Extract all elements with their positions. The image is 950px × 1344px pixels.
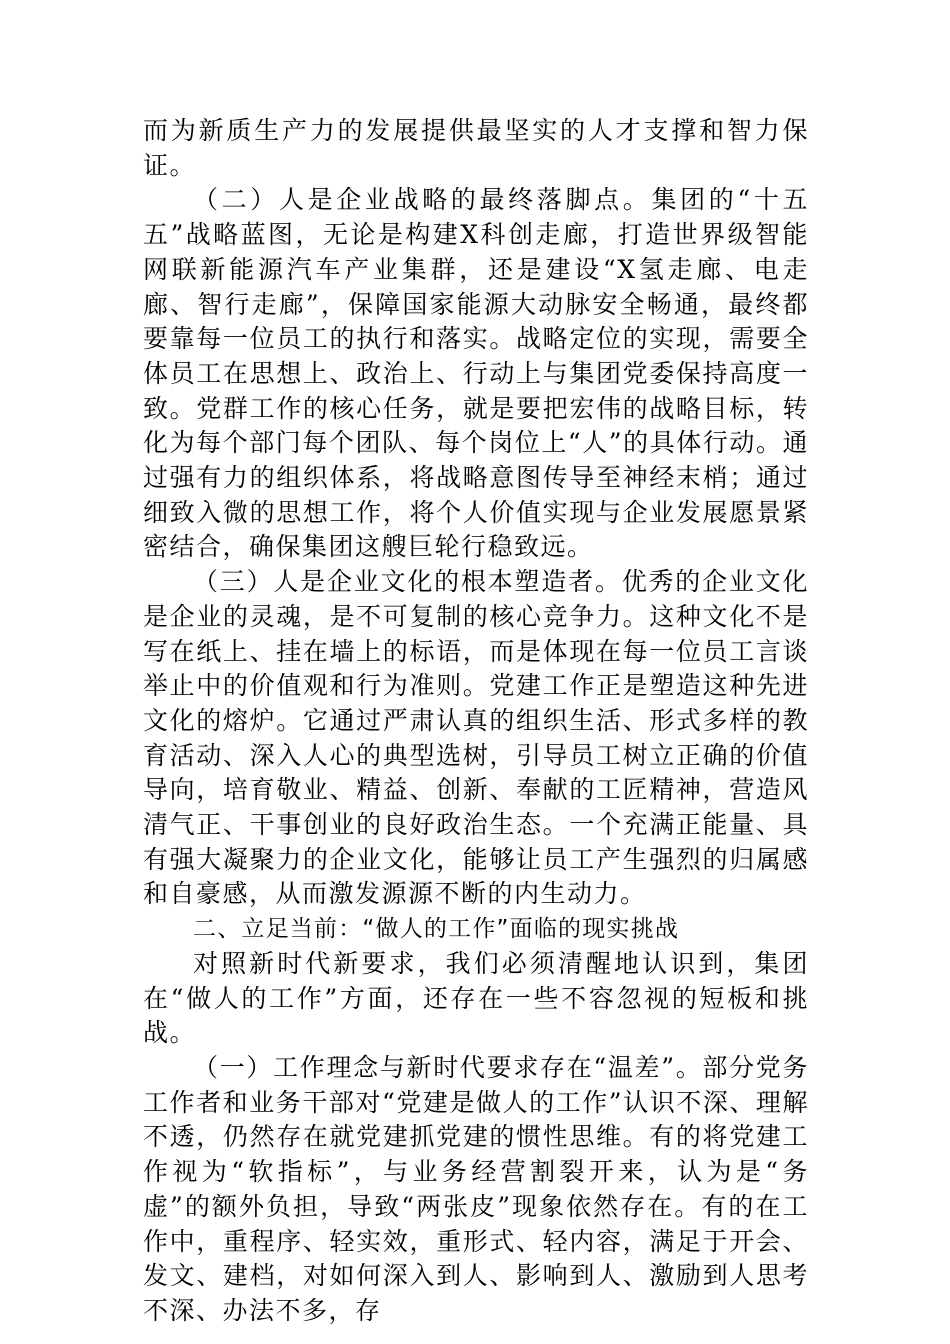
continuation-paragraph: 而为新质生产力的发展提供最坚实的人才支撑和智力保证。 — [143, 116, 809, 180]
document-body — [143, 114, 809, 1329]
paragraph-strategy: （二）人是企业战略的最终落脚点。集团的“十五五”战略蓝图，无论是构建X科创走廊，打造世界级智能网联新能源汽车产业集群，还是建设“X氢走廊、电走廊、智行走廊”，保障国家能源大动脉安全畅通，最终都要靠每一位员工的执行和落实。战略定位的实现，需要全体员工在思想上、政治上、行动上与集团党委保持高度一致。党群工作的核心任务，就是要把宏伟的战略目标，转化为每个部门每个团队、每个岗位上“人”的具体行动。通过强有力的组织体系，将战略意图传导至神经末梢；通过细致入微的思想工作，将个人价值实现与企业发展愿景紧密结合，确保集团这艘巨轮行稳致远。 — [143, 185, 809, 562]
paragraph-intro: 对照新时代新要求，我们必须清醒地认识到，集团在“做人的工作”方面，还存在一些不容忽视的短板和挑战。 — [143, 948, 809, 1048]
paragraph-culture: （三）人是企业文化的根本塑造者。优秀的企业文化是企业的灵魂，是不可复制的核心竞争力。这种文化不是写在纸上、挂在墙上的标语，而是体现在每一位员工言谈举止中的价值观和行为准则。党建工作正是塑造这种先进文化的熔炉。它通过严肃认真的组织生活、形式多样的教育活动、深入人心的典型选树，引导员工树立正确的价值导向，培育敬业、精益、创新、奉献的工匠精神，营造风清气正、干事创业的良好政治生态。一个充满正能量、具有强大凝聚力的企业文化，能够让员工产生强烈的归属感和自豪感，从而激发源源不断的内生动力。 — [143, 567, 809, 909]
paragraph-concept-gap: （一）工作理念与新时代要求存在“温差”。部分党务工作者和业务干部对“党建是做人的工作”认识不深、理解不透，仍然存在就党建抓党建的惯性思维。有的将党建工作视为“软指标”，与业务经营割裂开来，认为是“务虚”的额外负担，导致“两张皮”现象依然存在。有的在工作中，重程序、轻实效，重形式、轻内容，满足于开会、发文、建档，对如何深入到人、影响到人、激励到人思考不深、办法不多，存 — [143, 1052, 809, 1325]
section-heading: 二、立足当前：“做人的工作”面临的现实挑战 — [193, 916, 680, 943]
